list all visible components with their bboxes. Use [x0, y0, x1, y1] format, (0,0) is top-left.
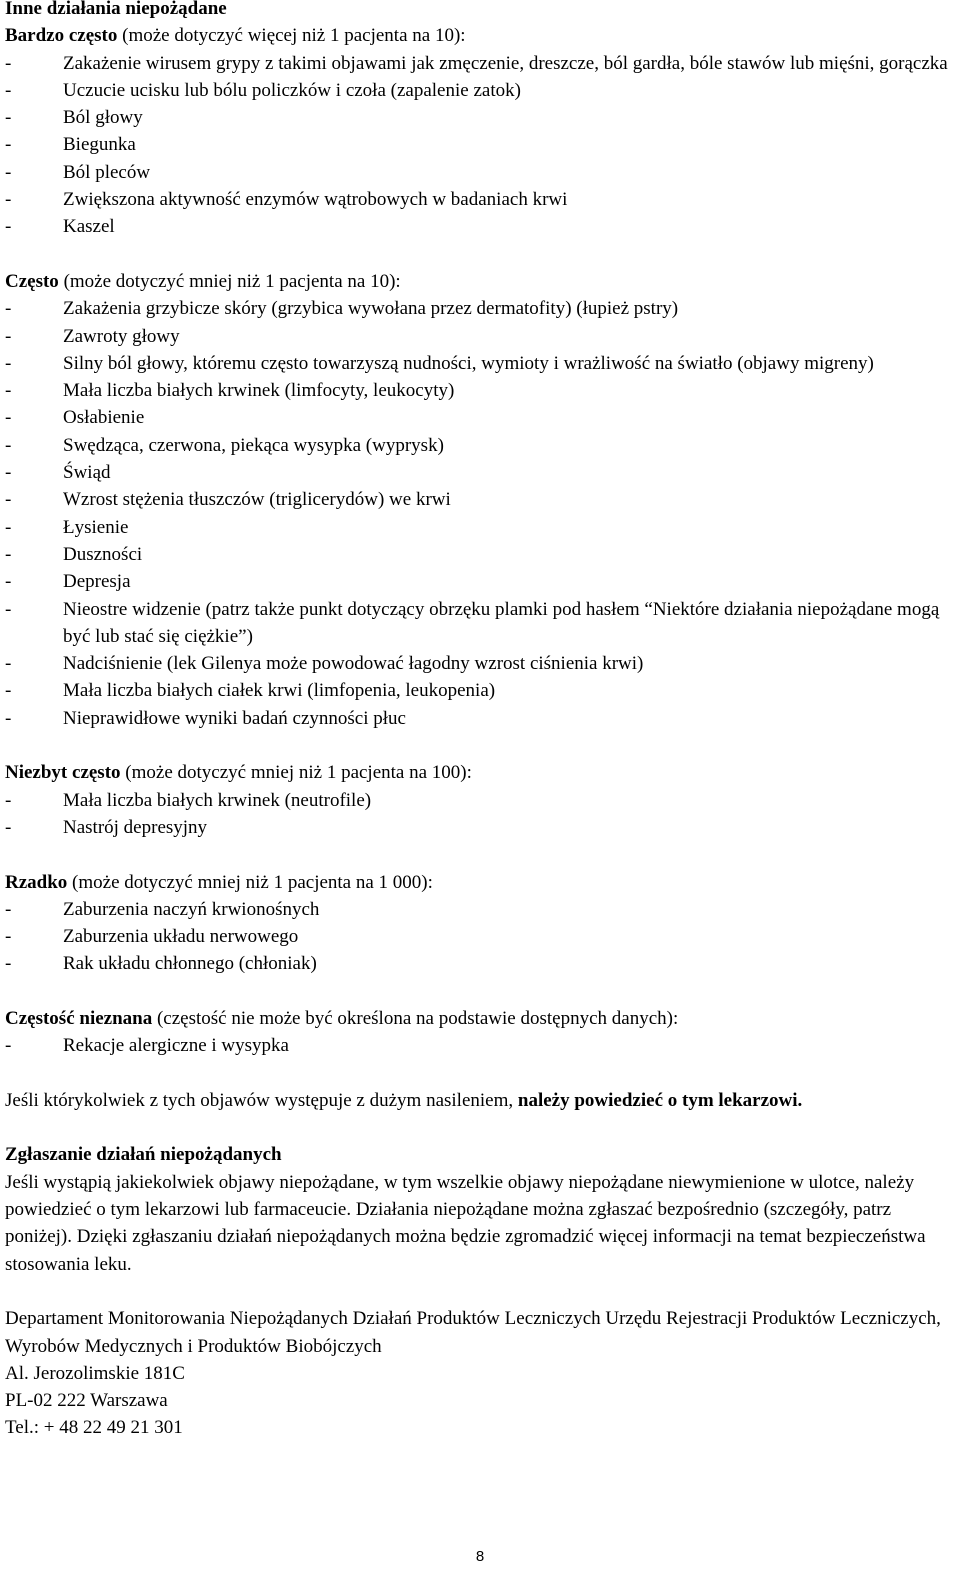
list-item [5, 677, 957, 704]
list-item [5, 923, 957, 950]
list-dash: - [5, 816, 12, 838]
list-item-text: Duszności [63, 543, 143, 565]
list-item-text: Zawroty głowy [63, 325, 180, 347]
list-dash: - [5, 1035, 12, 1057]
list-item [5, 432, 957, 459]
list-item-text: Zwiększona aktywność enzymów wątrobowych w badaniach krwi [63, 189, 568, 211]
list-dash: - [5, 680, 12, 702]
list-item-text: Silny ból głowy, któremu często towarzyszą nudności, wymioty i wrażliwość na światło (objawy migreny) [63, 352, 874, 374]
list-dash: - [5, 161, 12, 183]
list-very-common [5, 50, 957, 241]
list-item-text: Swędząca, czerwona, piekąca wysypka (wyprysk) [63, 434, 444, 456]
list-dash: - [5, 789, 12, 811]
frequency-qualifier: (może dotyczyć mniej niż 1 pacjenta na 1 000): [67, 871, 433, 893]
list-item-text: Świąd [63, 462, 111, 484]
list-item [5, 50, 957, 77]
list-item-text: Zaburzenia układu nerwowego [63, 926, 299, 948]
list-item [5, 104, 957, 131]
list-uncommon [5, 787, 957, 842]
list-item [5, 514, 957, 541]
list-item-text: Mała liczba białych ciałek krwi (limfopenia, leukopenia) [63, 680, 496, 702]
address-street: Al. Jerozolimskie 181C [5, 1362, 185, 1384]
list-item-text: Uczucie ucisku lub bólu policzków i czoła (zapalenie zatok) [63, 79, 521, 101]
section-title: Inne działania niepożądane [5, 0, 227, 19]
list-rare [5, 896, 957, 978]
list-dash: - [5, 325, 12, 347]
list-item-text: Biegunka [63, 134, 136, 156]
frequency-common [5, 268, 957, 295]
list-item-text: Kaszel [63, 216, 115, 238]
frequency-label: Często [5, 270, 59, 292]
address-city: PL-02 222 Warszawa [5, 1390, 168, 1412]
list-dash: - [5, 352, 12, 374]
list-item-text: Nastrój depresyjny [63, 816, 208, 838]
severe-note [5, 1087, 957, 1114]
list-dash: - [5, 516, 12, 538]
frequency-label: Niezbyt często [5, 762, 121, 784]
list-dash: - [5, 407, 12, 429]
list-dash: - [5, 134, 12, 156]
document-page [5, 0, 957, 1442]
list-dash: - [5, 953, 12, 975]
list-item-text: Łysienie [63, 516, 129, 538]
list-item-text: Ból pleców [63, 161, 151, 183]
list-dash: - [5, 898, 12, 920]
severe-note-text: Jeśli którykolwiek z tych objawów występuje z dużym nasileniem, [5, 1089, 518, 1111]
list-dash: - [5, 189, 12, 211]
frequency-very-common [5, 22, 957, 49]
frequency-uncommon [5, 759, 957, 786]
reporting-heading: Zgłaszanie działań niepożądanych [5, 1144, 282, 1166]
list-dash: - [5, 462, 12, 484]
list-dash: - [5, 79, 12, 101]
list-dash: - [5, 52, 12, 74]
list-item [5, 568, 957, 595]
list-item [5, 159, 957, 186]
frequency-qualifier: (częstość nie może być określona na podstawie dostępnych danych): [152, 1007, 679, 1029]
list-item [5, 596, 957, 651]
frequency-qualifier: (może dotyczyć mniej niż 1 pacjenta na 10): [58, 270, 401, 292]
address-phone: Tel.: + 48 22 49 21 301 [5, 1417, 183, 1439]
frequency-label: Rzadko [5, 871, 68, 893]
list-item [5, 950, 957, 977]
list-item [5, 350, 957, 377]
list-item-text: Nieostre widzenie (patrz także punkt dotyczący obrzęku plamki pod hasłem “Niektóre działania niepożądane mogą być lub stać się ciężkie”) [63, 598, 940, 647]
list-item-text: Zaburzenia naczyń krwionośnych [63, 898, 320, 920]
list-item-text: Rekacje alergiczne i wysypka [63, 1035, 289, 1057]
frequency-unknown [5, 1005, 957, 1032]
list-dash: - [5, 926, 12, 948]
list-item [5, 323, 957, 350]
list-item-text: Mała liczba białych krwinek (limfocyty, leukocyty) [63, 380, 455, 402]
page-number: 8 [475, 1548, 485, 1565]
list-dash: - [5, 107, 12, 129]
list-item-text: Depresja [63, 571, 131, 593]
list-item [5, 705, 957, 732]
list-dash: - [5, 298, 12, 320]
list-item [5, 377, 957, 404]
list-item-text: Wzrost stężenia tłuszczów (triglicerydów) we krwi [63, 489, 451, 511]
list-item-text: Ból głowy [63, 107, 143, 129]
list-dash: - [5, 543, 12, 565]
list-item [5, 213, 957, 240]
list-item-text: Nieprawidłowe wyniki badań czynności płuc [63, 707, 406, 729]
list-item [5, 814, 957, 841]
list-item-text: Zakażenie wirusem grypy z takimi objawami jak zmęczenie, dreszcze, ból gardła, bóle stawów lub mięśni, gorączka [63, 52, 948, 74]
list-item [5, 1032, 957, 1059]
list-item-text: Rak układu chłonnego (chłoniak) [63, 953, 317, 975]
frequency-rare [5, 869, 957, 896]
list-common [5, 295, 957, 732]
list-item-text: Nadciśnienie (lek Gilenya może powodować łagodny wzrost ciśnienia krwi) [63, 653, 644, 675]
list-dash: - [5, 216, 12, 238]
address-org: Departament Monitorowania Niepożądanych Działań Produktów Leczniczych Urzędu Rejestracji Produktów Leczniczych, Wyrobów Medycznych i Produktów Biobójczych [5, 1308, 941, 1357]
list-item [5, 459, 957, 486]
list-item [5, 186, 957, 213]
list-item-text: Osłabienie [63, 407, 145, 429]
list-dash: - [5, 380, 12, 402]
frequency-qualifier: (może dotyczyć więcej niż 1 pacjenta na 10): [117, 25, 466, 47]
list-dash: - [5, 489, 12, 511]
list-item [5, 77, 957, 104]
list-item-text: Mała liczba białych krwinek (neutrofile) [63, 789, 372, 811]
list-dash: - [5, 434, 12, 456]
list-dash: - [5, 571, 12, 593]
severe-note-bold: należy powiedzieć o tym lekarzowi. [517, 1089, 803, 1111]
list-item-text: Zakażenia grzybicze skóry (grzybica wywołana przez dermatofity) (łupież pstry) [63, 298, 679, 320]
list-dash: - [5, 653, 12, 675]
list-unknown [5, 1032, 957, 1059]
list-item [5, 650, 957, 677]
list-item [5, 787, 957, 814]
list-item [5, 541, 957, 568]
list-dash: - [5, 598, 12, 620]
frequency-label: Bardzo często [5, 25, 118, 47]
list-dash: - [5, 707, 12, 729]
list-item [5, 486, 957, 513]
frequency-qualifier: (może dotyczyć mniej niż 1 pacjenta na 100): [120, 762, 472, 784]
list-item [5, 295, 957, 322]
list-item [5, 404, 957, 431]
list-item [5, 131, 957, 158]
frequency-label: Częstość nieznana [5, 1007, 153, 1029]
list-item [5, 896, 957, 923]
reporting-body: Jeśli wystąpią jakiekolwiek objawy niepożądane, w tym wszelkie objawy niepożądane niewymienione w ulotce, należy powiedzieć o tym lekarzowi lub farmaceucie. Działania niepożądane można zgłaszać bezpośrednio (szczegóły, patrz poniżej). Dzięki zgłaszaniu działań niepożądanych można będzie zgromadzić więcej informacji na temat bezpieczeństwa stosowania leku. [5, 1171, 926, 1275]
